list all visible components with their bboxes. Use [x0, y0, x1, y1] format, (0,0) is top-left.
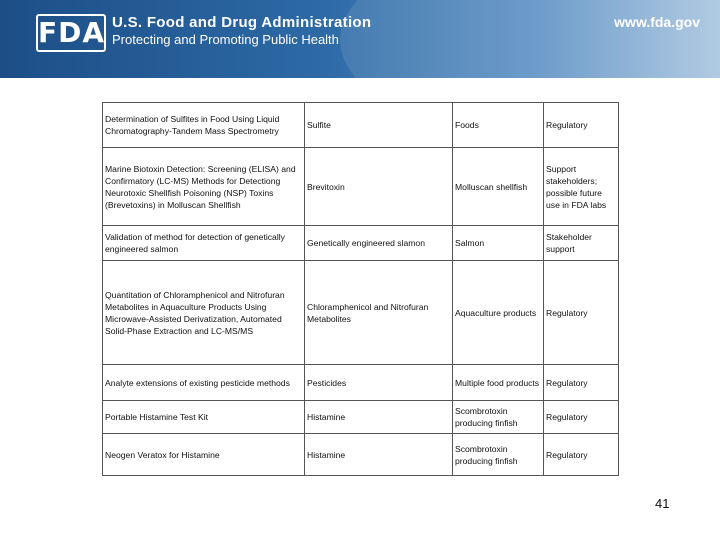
- website-url: www.fda.gov: [614, 14, 700, 30]
- table-cell-analyte: Genetically engineered slamon: [305, 226, 453, 261]
- table-row: [103, 401, 619, 434]
- table-cell-matrix: Foods: [453, 103, 544, 148]
- table-cell-purpose: Regulatory: [544, 434, 619, 476]
- table-cell-purpose: Support stakeholders; possible future use in FDA labs: [544, 148, 619, 226]
- page-number: 41: [655, 496, 670, 511]
- table-row: [103, 103, 619, 148]
- table-cell-analyte: Sulfite: [305, 103, 453, 148]
- agency-tagline: Protecting and Promoting Public Health: [112, 32, 339, 47]
- table-cell-method: Quantitation of Chloramphenicol and Nitrofuran Metabolites in Aquaculture Products Using Microwave-Assisted Derivatization, Automated Solid-Phase Extraction and LC-MS/MS: [103, 261, 305, 365]
- table-row: [103, 365, 619, 401]
- table-cell-matrix: Salmon: [453, 226, 544, 261]
- table-cell-analyte: Pesticides: [305, 365, 453, 401]
- agency-name: U.S. Food and Drug Administration: [112, 14, 372, 31]
- table-cell-analyte: Histamine: [305, 401, 453, 434]
- table-cell-method: Marine Biotoxin Detection: Screening (ELISA) and Confirmatory (LC-MS) Methods for Detectiong Neurotoxic Shellfish Poisoning (NSP) Toxins (Brevetoxins) in Molluscan Shellfish: [103, 148, 305, 226]
- table-cell-matrix: Aquaculture products: [453, 261, 544, 365]
- table-cell-method: Validation of method for detection of genetically engineered salmon: [103, 226, 305, 261]
- table-row: [103, 434, 619, 476]
- table-cell-method: Determination of Sulfites in Food Using Liquid Chromatography-Tandem Mass Spectrometry: [103, 103, 305, 148]
- table-cell-matrix: Scombrotoxin producing finfish: [453, 434, 544, 476]
- header-banner: [0, 0, 720, 78]
- table-cell-purpose: Regulatory: [544, 261, 619, 365]
- table-cell-method: Analyte extensions of existing pesticide methods: [103, 365, 305, 401]
- table-cell-method: Neogen Veratox for Histamine: [103, 434, 305, 476]
- table-cell-analyte: Chloramphenicol and Nitrofuran Metabolites: [305, 261, 453, 365]
- table-cell-purpose: Regulatory: [544, 103, 619, 148]
- table-cell-purpose: Stakeholder support: [544, 226, 619, 261]
- table-cell-purpose: Regulatory: [544, 401, 619, 434]
- fda-logo: FDA: [36, 14, 106, 52]
- table-cell-matrix: Molluscan shellfish: [453, 148, 544, 226]
- table-cell-purpose: Regulatory: [544, 365, 619, 401]
- table-cell-matrix: Multiple food products: [453, 365, 544, 401]
- table-cell-analyte: Histamine: [305, 434, 453, 476]
- table-row: [103, 148, 619, 226]
- research-methods-table: [102, 102, 619, 476]
- table-row: [103, 226, 619, 261]
- table-row: [103, 261, 619, 365]
- table-cell-method: Portable Histamine Test Kit: [103, 401, 305, 434]
- banner-swoosh: [340, 0, 720, 78]
- table-cell-matrix: Scombrotoxin producing finfish: [453, 401, 544, 434]
- table-cell-analyte: Brevitoxin: [305, 148, 453, 226]
